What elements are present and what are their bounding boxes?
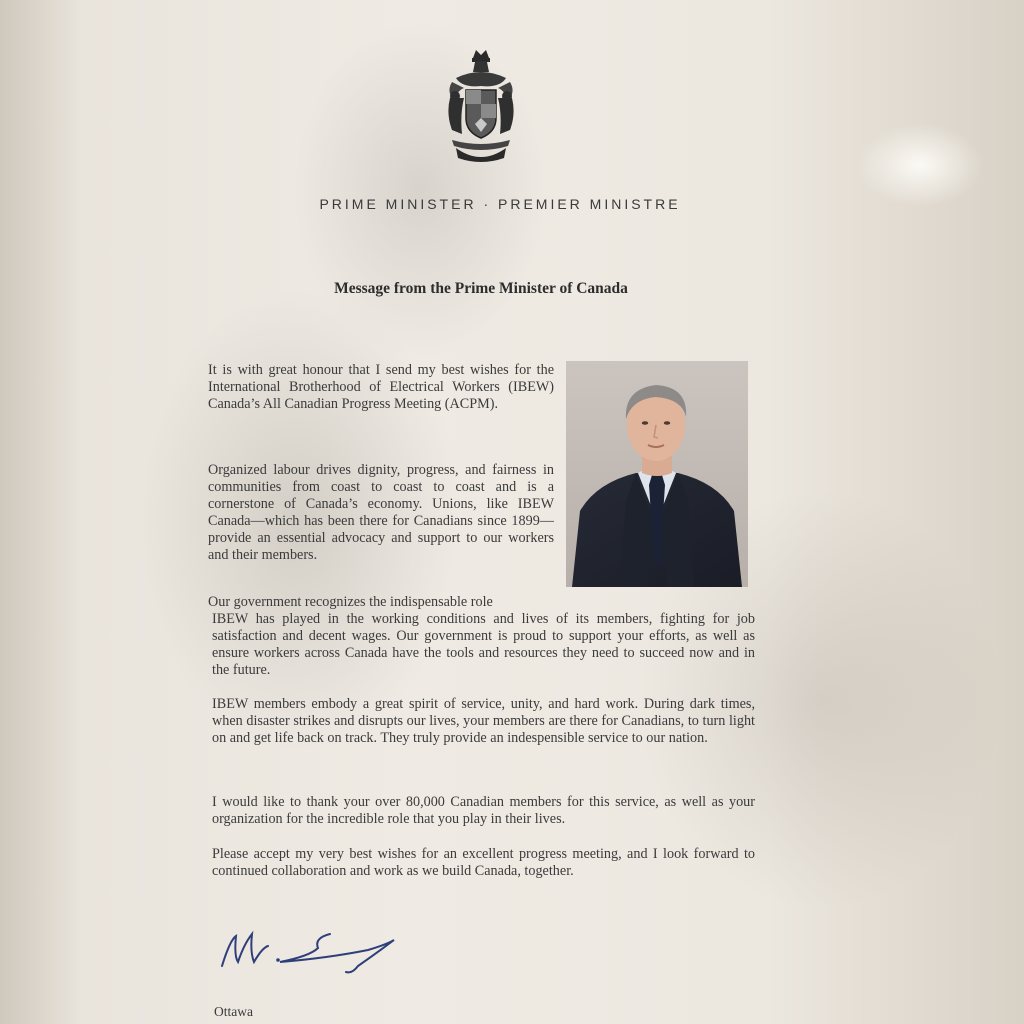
signing-location: Ottawa [214, 1004, 253, 1019]
paragraph-1: It is with great honour that I send my best wishes for the International Brotherhood of Electrical Workers (IBEW) Canada’s All Canadian Progress Meeting (ACPM). [208, 362, 554, 412]
paragraph-3-first-line: Our government recognizes the indispensable role [208, 594, 493, 610]
paragraph-3-rest: IBEW has played in the working conditions and lives of its members, fighting for job satisfaction and decent wages. Our government is proud to support your efforts, as well as ensure workers across Canada have the tools and resources they need to succeed now and in the future. [212, 611, 755, 678]
paragraph-2: Organized labour drives dignity, progress, and fairness in communities from coast to coast to coast and is a cornerstone of Canada’s economy. Unions, like IBEW Canada—which has been there for Canadians since 1899—provide an essential advocacy and support to our workers and their members. [208, 462, 554, 563]
paragraph-5: I would like to thank your over 80,000 Canadian members for this service, as well as your organization for the incredible role that you play in their lives. [212, 794, 755, 827]
paragraph-4: IBEW members embody a great spirit of service, unity, and hard work. During dark times, when disaster strikes and disrupts our lives, your members are there for Canadians, to turn light on and get life back on track. They truly provide an indespensible service to our nation. [212, 696, 755, 746]
signature-icon [218, 922, 408, 982]
letter-heading: Message from the Prime Minister of Canada [334, 280, 628, 297]
paragraph-6: Please accept my very best wishes for an excellent progress meeting, and I look forward to continued collaboration and work as we build Canada, together. [212, 846, 755, 879]
office-title: PRIME MINISTER · PREMIER MINISTRE [319, 196, 681, 212]
coat-of-arms-icon [442, 48, 520, 166]
portrait-photo [566, 361, 748, 587]
